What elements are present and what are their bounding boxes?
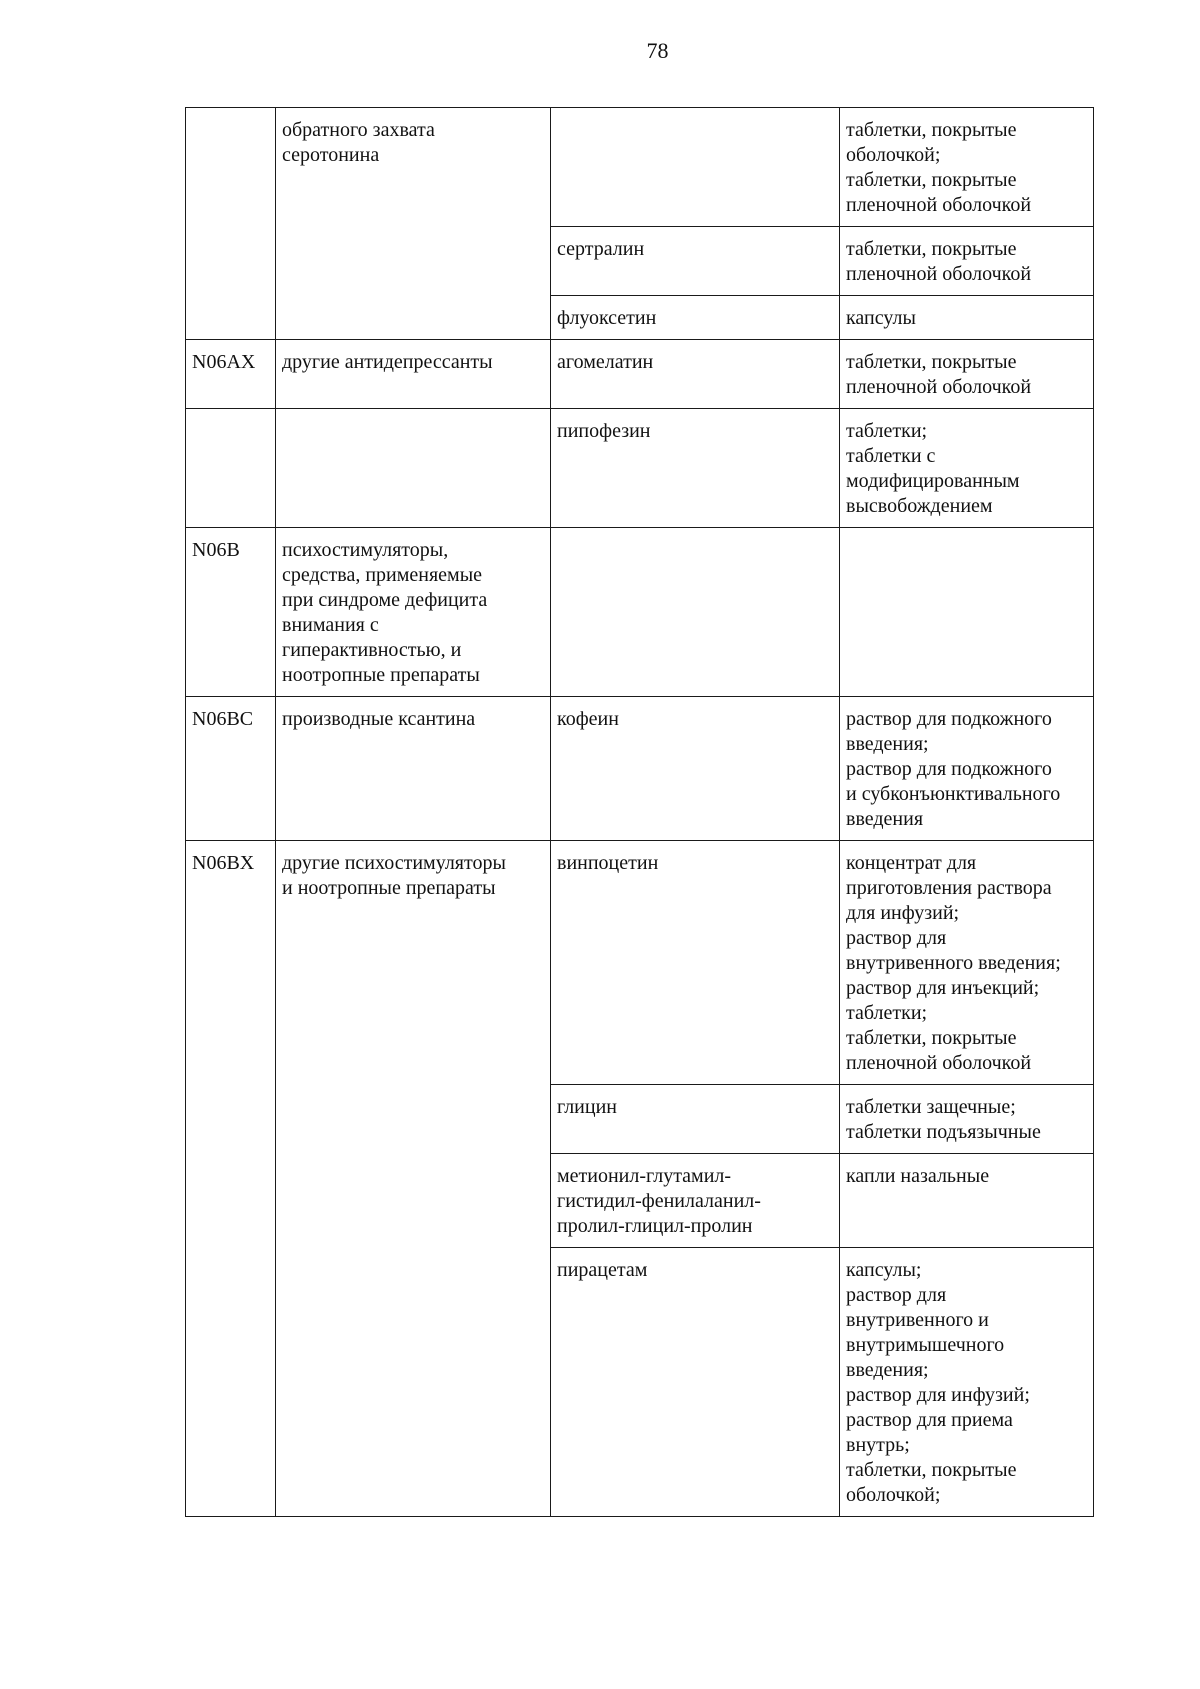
drug-name-cell-line: гистидил-фенилаланил- bbox=[557, 1190, 761, 1212]
dosage-form-cell-line: капсулы; bbox=[846, 1259, 922, 1281]
dosage-form-cell bbox=[840, 697, 1094, 841]
dosage-form-cell-line: раствор для инъекций; bbox=[846, 977, 1040, 999]
dosage-form-cell bbox=[840, 528, 1094, 697]
drug-name-cell bbox=[551, 1085, 840, 1154]
group-name-cell bbox=[276, 841, 551, 1517]
group-name-cell-line: серотонина bbox=[282, 144, 380, 166]
group-name-cell-line: другие антидепрессанты bbox=[282, 351, 493, 373]
dosage-form-cell-line: таблетки; bbox=[846, 1002, 928, 1024]
dosage-form-cell-line: оболочкой; bbox=[846, 144, 941, 166]
dosage-form-cell bbox=[840, 1085, 1094, 1154]
dosage-form-cell bbox=[840, 1154, 1094, 1248]
drug-name-cell-line: глицин bbox=[557, 1096, 617, 1118]
dosage-form-cell-line: и субконъюнктивального bbox=[846, 783, 1061, 805]
group-name-cell-line: и ноотропные препараты bbox=[282, 877, 496, 899]
dosage-form-cell-line: таблетки, покрытые bbox=[846, 1459, 1017, 1481]
dosage-form-cell-line: внутримышечного bbox=[846, 1334, 1005, 1356]
drug-name-cell bbox=[551, 1248, 840, 1517]
dosage-form-cell-line: приготовления раствора bbox=[846, 877, 1052, 899]
table-row bbox=[186, 409, 1094, 528]
drug-name-cell-line: пролил-глицил-пролин bbox=[557, 1215, 753, 1237]
dosage-form-cell-line: внутрь; bbox=[846, 1434, 910, 1456]
dosage-form-cell-line: капли назальные bbox=[846, 1165, 990, 1187]
dosage-form-cell-line: пленочной оболочкой bbox=[846, 376, 1032, 398]
dosage-form-cell-line: введения bbox=[846, 808, 924, 830]
drug-name-cell-line: агомелатин bbox=[557, 351, 654, 373]
dosage-form-cell-line: пленочной оболочкой bbox=[846, 194, 1032, 216]
dosage-form-cell-line: модифицированным bbox=[846, 470, 1020, 492]
group-name-cell-line: ноотропные препараты bbox=[282, 664, 480, 686]
dosage-form-cell-line: для инфузий; bbox=[846, 902, 960, 924]
dosage-form-cell bbox=[840, 108, 1094, 227]
dosage-form-cell-line: таблетки защечные; bbox=[846, 1096, 1016, 1118]
dosage-form-cell-line: таблетки с bbox=[846, 445, 936, 467]
drug-name-cell bbox=[551, 340, 840, 409]
group-name-cell-line: другие психостимуляторы bbox=[282, 852, 506, 874]
drug-name-cell-line: флуоксетин bbox=[557, 307, 657, 329]
atc-code-cell: N06BX bbox=[186, 841, 276, 1517]
dosage-form-cell-line: таблетки, покрытые bbox=[846, 1027, 1017, 1049]
dosage-form-cell-line: внутривенного и bbox=[846, 1309, 989, 1331]
drug-name-cell-line: пирацетам bbox=[557, 1259, 648, 1281]
dosage-form-cell-line: таблетки; bbox=[846, 420, 928, 442]
group-name-cell-line: средства, применяемые bbox=[282, 564, 483, 586]
table-row bbox=[186, 340, 1094, 409]
group-name-cell bbox=[276, 528, 551, 697]
dosage-form-cell-line: раствор для bbox=[846, 1284, 947, 1306]
group-name-cell bbox=[276, 340, 551, 409]
drug-name-cell-line: метионил-глутамил- bbox=[557, 1165, 732, 1187]
drug-name-cell bbox=[551, 697, 840, 841]
drug-name-cell bbox=[551, 409, 840, 528]
page-number: 78 bbox=[646, 38, 669, 63]
dosage-form-cell-line: капсулы bbox=[846, 307, 916, 329]
dosage-form-cell bbox=[840, 841, 1094, 1085]
dosage-form-cell-line: таблетки, покрытые bbox=[846, 119, 1017, 141]
dosage-form-cell-line: оболочкой; bbox=[846, 1484, 941, 1506]
drug-classification-table bbox=[185, 107, 1094, 1517]
dosage-form-cell-line: концентрат для bbox=[846, 852, 977, 874]
dosage-form-cell-line: раствор для приема bbox=[846, 1409, 1013, 1431]
drug-name-cell bbox=[551, 296, 840, 340]
dosage-form-cell-line: высвобождением bbox=[846, 495, 993, 517]
table-row bbox=[186, 841, 1094, 1085]
dosage-form-cell-line: раствор для подкожного bbox=[846, 758, 1052, 780]
atc-code-cell bbox=[186, 108, 276, 340]
group-name-cell-line: внимания с bbox=[282, 614, 379, 636]
dosage-form-cell-line: раствор для bbox=[846, 927, 947, 949]
drug-name-cell bbox=[551, 841, 840, 1085]
table-body bbox=[186, 108, 1094, 1517]
dosage-form-cell bbox=[840, 296, 1094, 340]
atc-code-cell: N06AX bbox=[186, 340, 276, 409]
drug-name-cell-line: винпоцетин bbox=[557, 852, 659, 874]
table-row bbox=[186, 697, 1094, 841]
drug-name-cell-line: пипофезин bbox=[557, 420, 651, 442]
table-row bbox=[186, 108, 1094, 227]
table-row bbox=[186, 528, 1094, 697]
drug-name-cell bbox=[551, 528, 840, 697]
dosage-form-cell-line: пленочной оболочкой bbox=[846, 1052, 1032, 1074]
dosage-form-cell-line: введения; bbox=[846, 733, 929, 755]
drug-name-cell bbox=[551, 1154, 840, 1248]
dosage-form-cell bbox=[840, 227, 1094, 296]
dosage-form-cell-line: таблетки, покрытые bbox=[846, 238, 1017, 260]
atc-code-cell bbox=[186, 409, 276, 528]
drug-name-cell bbox=[551, 108, 840, 227]
drug-name-cell bbox=[551, 227, 840, 296]
dosage-form-cell bbox=[840, 409, 1094, 528]
group-name-cell bbox=[276, 409, 551, 528]
group-name-cell bbox=[276, 697, 551, 841]
dosage-form-cell-line: таблетки, покрытые bbox=[846, 169, 1017, 191]
dosage-form-cell-line: раствор для инфузий; bbox=[846, 1384, 1030, 1406]
dosage-form-cell bbox=[840, 1248, 1094, 1517]
dosage-form-cell-line: внутривенного введения; bbox=[846, 952, 1061, 974]
group-name-cell-line: психостимуляторы, bbox=[282, 539, 449, 561]
group-name-cell-line: при синдроме дефицита bbox=[282, 589, 488, 611]
drug-name-cell-line: сертралин bbox=[557, 238, 645, 260]
dosage-form-cell-line: введения; bbox=[846, 1359, 929, 1381]
dosage-form-cell-line: таблетки подъязычные bbox=[846, 1121, 1041, 1143]
group-name-cell-line: гиперактивностью, и bbox=[282, 639, 462, 661]
dosage-form-cell-line: таблетки, покрытые bbox=[846, 351, 1017, 373]
atc-code-cell: N06B bbox=[186, 528, 276, 697]
dosage-form-cell bbox=[840, 340, 1094, 409]
drug-name-cell-line: кофеин bbox=[557, 708, 619, 730]
group-name-cell-line: обратного захвата bbox=[282, 119, 435, 141]
dosage-form-cell-line: пленочной оболочкой bbox=[846, 263, 1032, 285]
atc-code-cell: N06BC bbox=[186, 697, 276, 841]
dosage-form-cell-line: раствор для подкожного bbox=[846, 708, 1052, 730]
group-name-cell bbox=[276, 108, 551, 340]
group-name-cell-line: производные ксантина bbox=[282, 708, 476, 730]
